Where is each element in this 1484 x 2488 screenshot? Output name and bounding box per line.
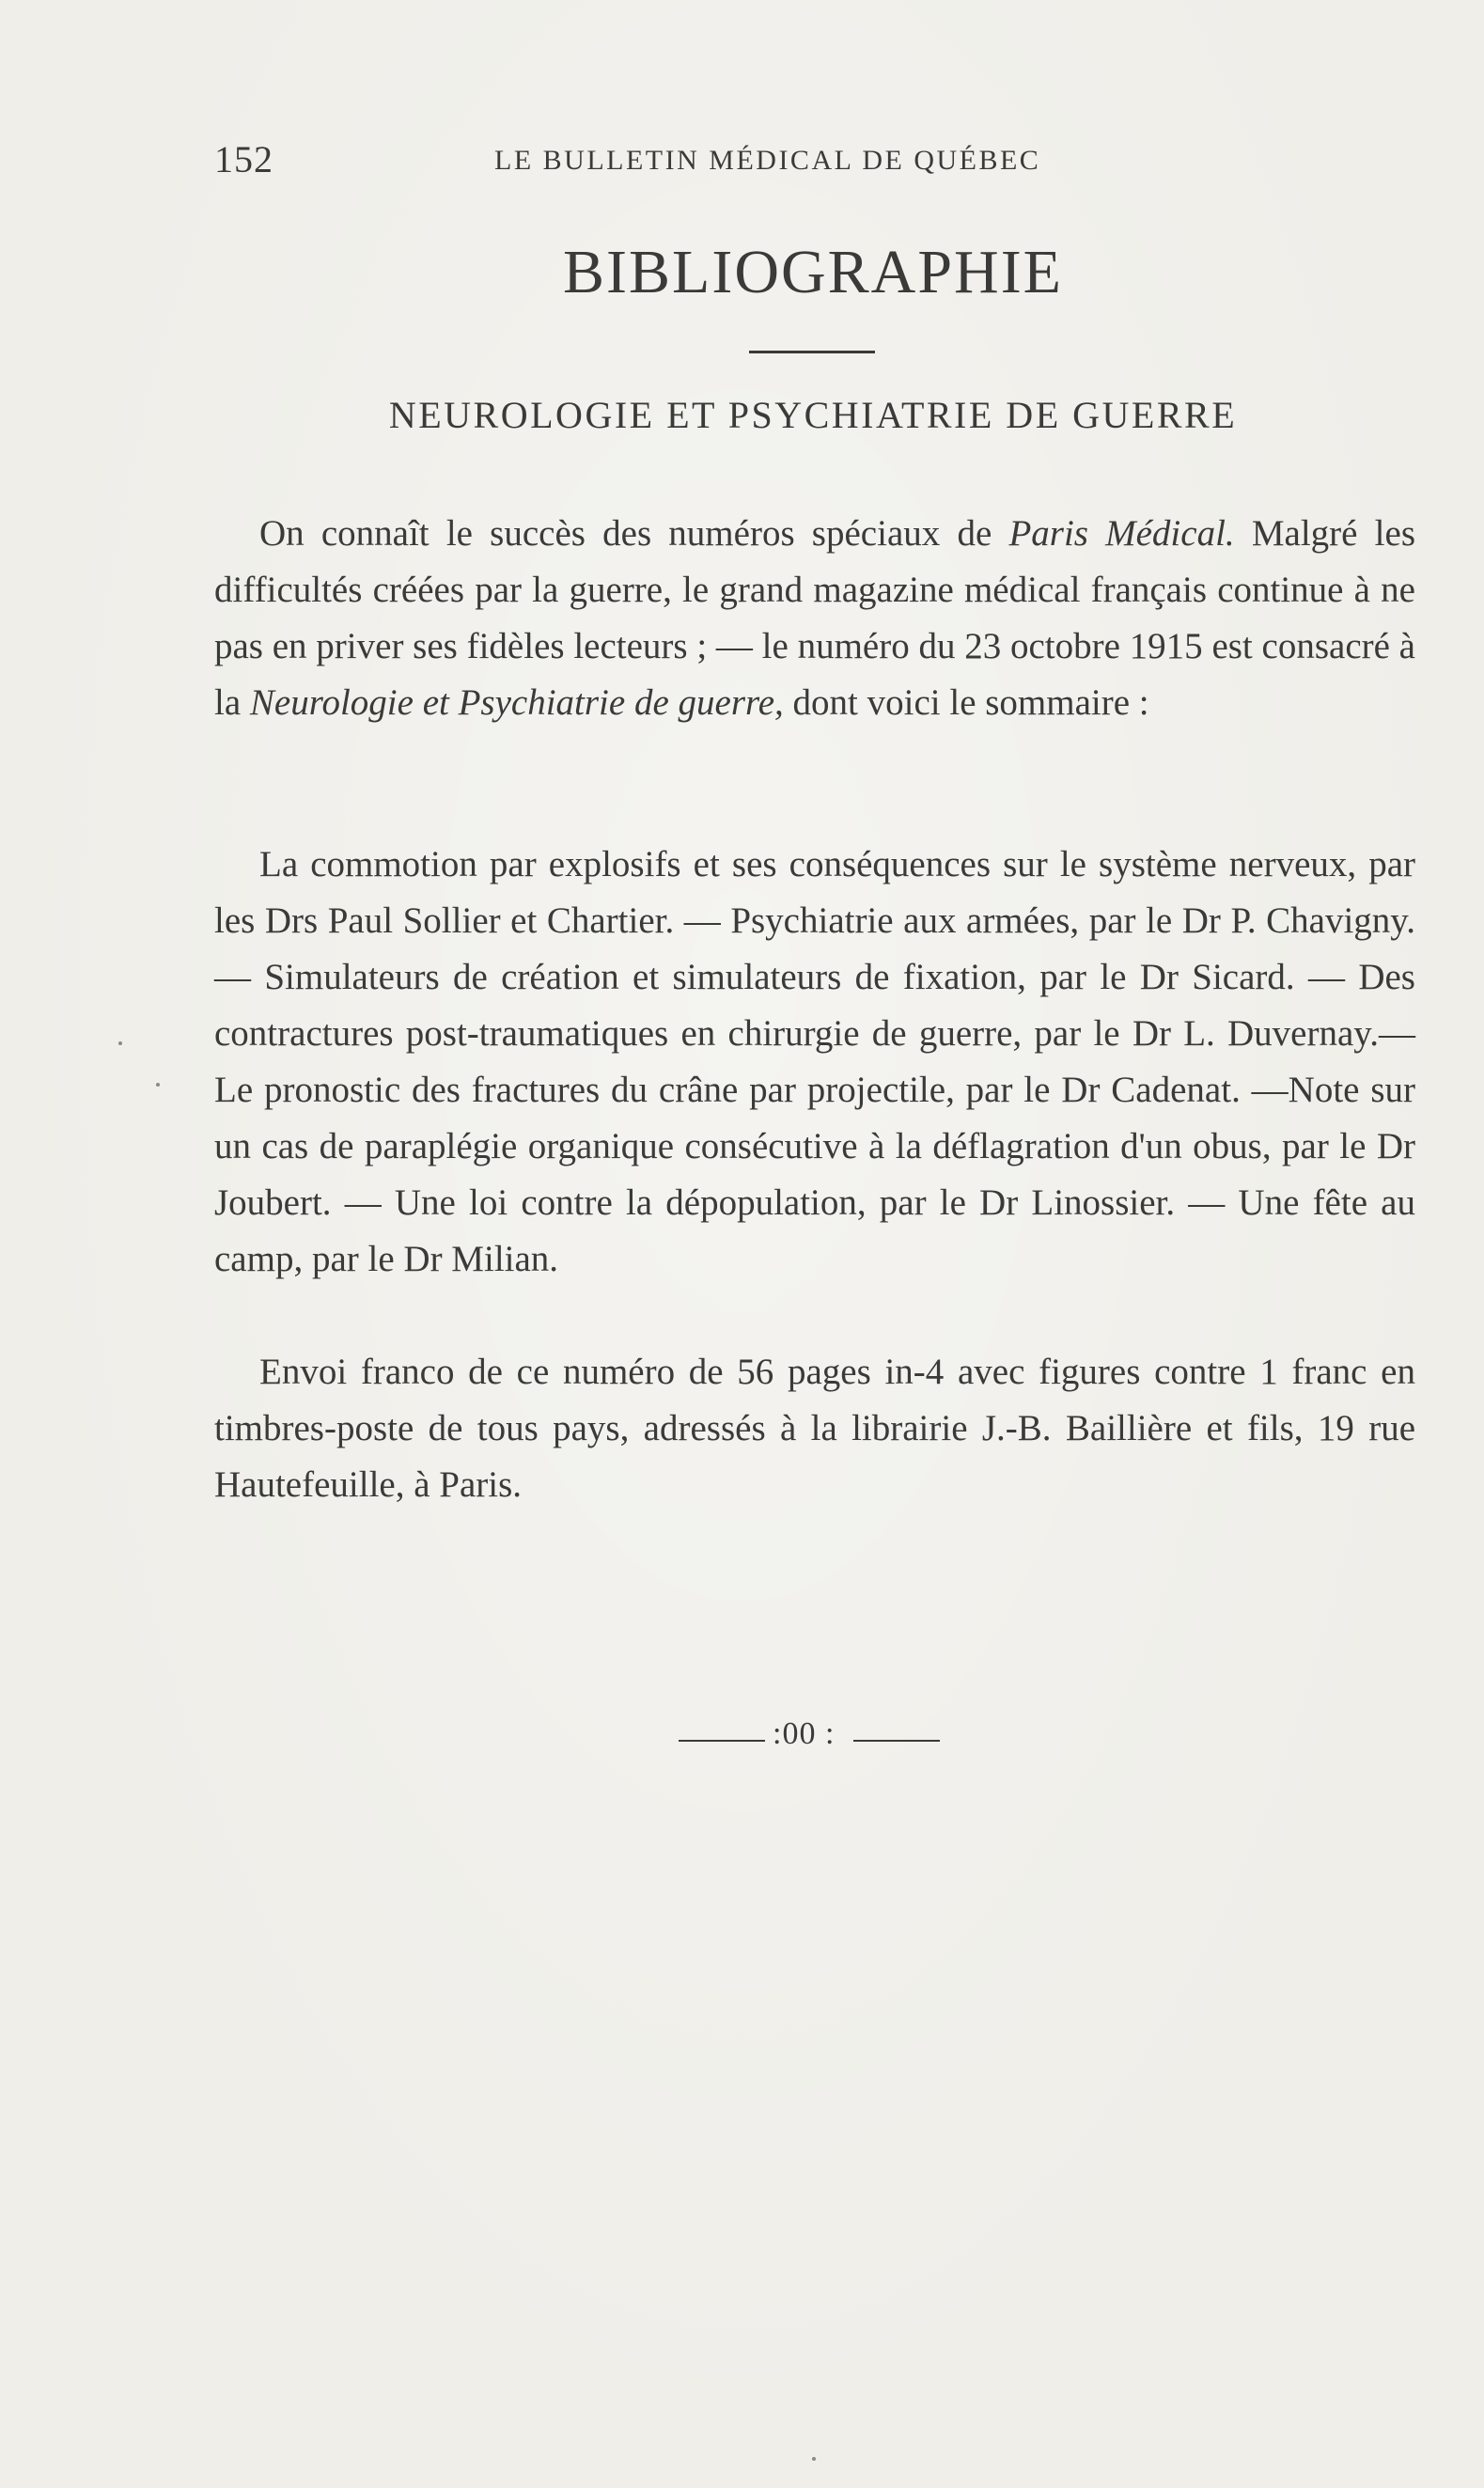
paper-speck — [156, 1083, 160, 1087]
title-divider — [749, 351, 875, 353]
running-head — [214, 137, 1154, 184]
journal-title: LE BULLETIN MÉDICAL DE QUÉBEC — [494, 145, 1041, 176]
page-number: 152 — [214, 138, 273, 180]
ordering-paragraph — [214, 1344, 1415, 1513]
intro-text-1: On connaît le succès des numéros spéciaux de — [259, 513, 1009, 554]
intro-paragraph — [214, 506, 1415, 731]
ornament-text: :00 : — [773, 1716, 836, 1751]
intro-text-3: dont voici le sommaire : — [783, 682, 1149, 723]
paper-speck — [118, 1041, 122, 1045]
intro-italic-title-1: Paris Médical. — [1008, 513, 1235, 554]
ornament-line-right — [853, 1740, 940, 1742]
end-ornament — [679, 1716, 942, 1763]
paper-speck — [812, 2457, 816, 2461]
intro-text-2: Malgré les difficultés créées par la guerre, le grand magazine médical français continue à ne pas en priver ses fidèles lecteurs ; — le numéro du 23 octobre 1915 est consacré à la — [214, 513, 1415, 723]
section-subtitle: NEUROLOGIE ET PSYCHIATRIE DE GUERRE — [388, 394, 1238, 436]
ornament-line-left — [679, 1740, 765, 1742]
intro-italic-title-2: Neurologie et Psychiatrie de guerre, — [249, 682, 784, 723]
contents-text: La commotion par explosifs et ses conséquences sur le système nerveux, par les Drs Paul Sollier et Chartier. — Psychiatrie aux armées, par le Dr P. Chavigny. — Simulateurs de création et simulateurs de fixation, par le Dr Sicard. — Des contractures post-traumatiques en chirurgie de guerre, par le Dr L. Duvernay.—Le pronostic des fractures du crâne par projectile, par le Dr Cadenat. —Note sur un cas de paraplégie organique consécutive à la déflagration d'un obus, par le Dr Joubert. — Une loi contre la dépopulation, par le Dr Linossier. — Une fête au camp, par le Dr Milian. — [214, 844, 1415, 1279]
ordering-text: Envoi franco de ce numéro de 56 pages in-4 avec figures contre 1 franc en timbres-poste de tous pays, adressés à la librairie J.-B. Baillière et fils, 19 rue Hautefeuille, à Paris. — [214, 1352, 1415, 1505]
section-title: BIBLIOGRAPHIE — [563, 238, 1063, 306]
contents-paragraph — [214, 837, 1415, 1288]
